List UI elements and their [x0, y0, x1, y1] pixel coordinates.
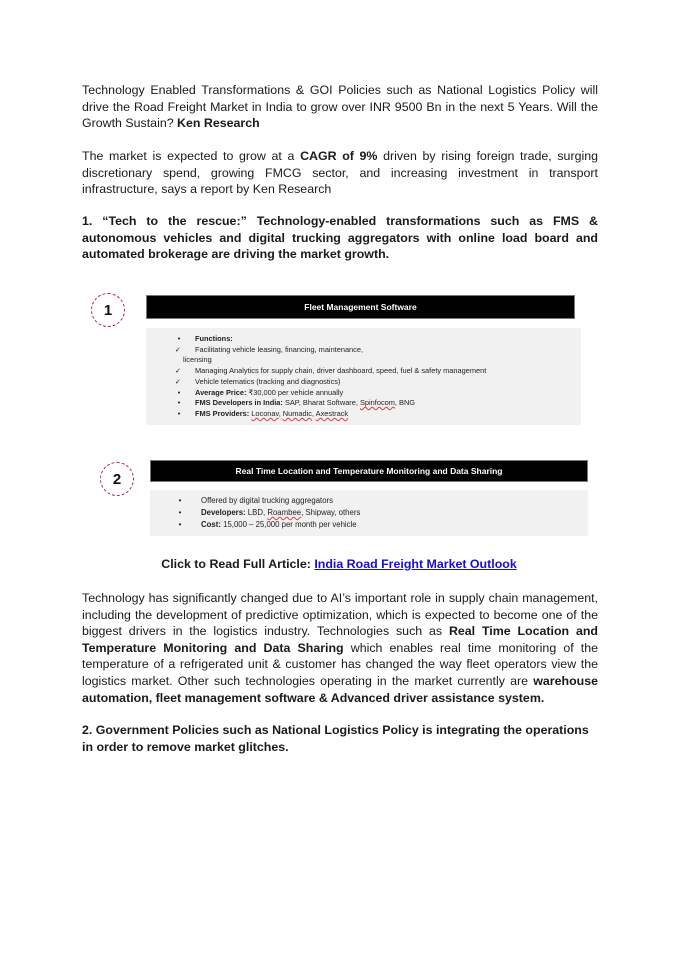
intro-paragraph: [82, 148, 598, 198]
fms-check-1: [146, 345, 581, 356]
fms-check-2: [146, 366, 581, 377]
developers-value-spellcheck: Roambee: [267, 508, 302, 517]
bullet-icon: •: [177, 398, 181, 408]
check-icon: ✓: [174, 366, 182, 376]
avg-price-label: Average Price:: [195, 387, 247, 397]
developers-value: , BNG: [394, 398, 416, 408]
fms-providers: • FMS Providers: Loconav, Numadic, Axestrack: [146, 409, 581, 420]
read-full-article: [0, 557, 678, 571]
bullet-icon: •: [178, 496, 182, 505]
rtl-header: Real Time Location and Temperature Monitoring and Data Sharing: [150, 460, 588, 482]
rtl-panel: [150, 490, 588, 536]
fms-developers: [146, 398, 581, 409]
number-badge-1: 1: [91, 293, 125, 327]
intro-text-2: driven by rising foreign trade, surging discretionary spend, growing FMCG sector, and increasing investment in transport infrastructure, says a report by Ken Research: [82, 149, 598, 197]
check-text: Facilitating vehicle leasing, financing, maintenance,: [195, 344, 364, 354]
developers-value: LBD,: [245, 508, 268, 517]
developers-value: SAP, Bharat Software,: [282, 398, 360, 408]
functions-label: Functions:: [195, 334, 233, 343]
article-link[interactable]: India Road Freight Market Outlook: [314, 557, 517, 571]
rtl-item-developers: [150, 507, 588, 519]
fms-check-3: [146, 377, 581, 388]
body-bold-2: warehouse automation, fleet management software & Advanced driver assistance system.: [82, 673, 598, 705]
cost-value: 15,000 – 25,000 per month per vehicle: [220, 520, 357, 529]
number-badge-2: 2: [100, 462, 134, 496]
developers-value: , Shipway, others: [301, 508, 361, 517]
intro-text-1: The market is expected to grow at a: [82, 149, 301, 163]
developers-label: FMS Developers in India:: [195, 398, 283, 408]
bullet-icon: •: [177, 408, 181, 418]
developers-value-spellcheck: Spinfocom: [360, 398, 395, 408]
title-text: Technology Enabled Transformations & GOI Policies such as National Logistics Policy will drive the Road Freight Market in India to grow over INR 9500 Bn in the next 5 Years. Will the Growth Sustain?: [82, 83, 598, 131]
bullet-icon: •: [178, 508, 182, 517]
cagr-highlight: CAGR of 9%: [300, 149, 378, 163]
provider-name: Loconav: [251, 408, 279, 418]
bullet-icon: •: [177, 387, 181, 397]
rtl-item-offered: [150, 495, 588, 507]
cta-label: Click to Read Full Article:: [161, 557, 315, 571]
offered-text: Offered by digital trucking aggregators: [201, 496, 334, 505]
check-icon: ✓: [174, 344, 182, 354]
fms-panel: [146, 328, 581, 425]
rtl-item-cost: [150, 519, 588, 531]
providers-label: FMS Providers:: [195, 408, 250, 418]
article-title: [82, 82, 598, 132]
body-text-2: which enables real time monitoring of the temperature of a refrigerated unit & customer has changed the way fleet operators view the logistics market. Other such technologies operating in the market currently are: [82, 640, 598, 688]
check-text: Vehicle telematics (tracking and diagnostics): [195, 376, 341, 386]
provider-name: Numadic: [282, 408, 312, 418]
technology-paragraph: [82, 590, 598, 706]
fms-avg-price: [146, 388, 581, 399]
fms-functions: [146, 334, 581, 345]
provider-name: Axestrack: [315, 408, 349, 418]
body-bold-1: Real Time Location and Temperature Monitoring and Data Sharing: [82, 624, 598, 655]
fms-header: Fleet Management Software: [146, 295, 575, 319]
check-icon: ✓: [174, 376, 182, 386]
point-2-heading: 2. Government Policies such as National Logistics Policy is integrating the operations in order to remove market glitches.: [82, 723, 589, 754]
title-source: Ken Research: [177, 116, 260, 131]
fms-check-1-cont: licensing: [183, 355, 212, 365]
bullet-icon: •: [177, 334, 181, 343]
cost-label: Cost:: [201, 520, 221, 529]
developers-label: Developers:: [201, 508, 246, 517]
point-1-heading: 1. “Tech to the rescue:” Technology-enabled transformations such as FMS & autonomous vehicles and digital trucking aggregators with online load board and automated brokerage are driving the market growth.: [82, 214, 598, 262]
bullet-icon: •: [178, 520, 182, 529]
body-text-1: Technology has significantly changed due to AI’s important role in supply chain management, including the development of predictive optimization, which is expected to become one of the biggest drivers in the logistics industry. Technologies such as: [82, 591, 598, 639]
check-text: Managing Analytics for supply chain, driver dashboard, speed, fuel & safety management: [195, 366, 487, 376]
avg-price-value: ₹30,000 per vehicle annually: [246, 387, 344, 397]
